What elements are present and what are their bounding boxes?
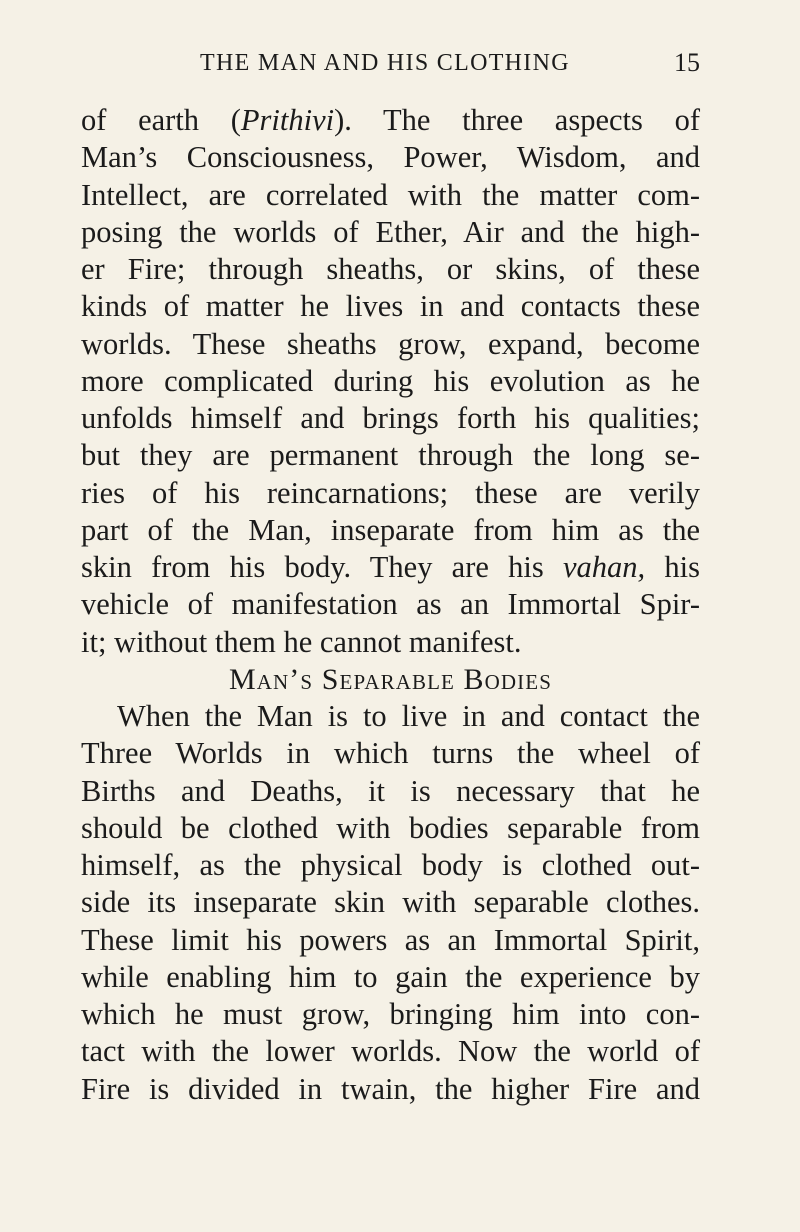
text-line: er Fire; through sheaths, or skins, of these — [81, 252, 700, 286]
text-fragment: skin from his body. They are his — [81, 550, 563, 584]
page-number: 15 — [674, 48, 700, 77]
text-fragment: of earth ( — [81, 103, 241, 137]
body-text — [81, 102, 700, 1108]
section-heading: Man’s Separable Bodies — [229, 662, 552, 696]
text-fragment: ). The three aspects of — [334, 103, 700, 137]
text-line: part of the Man, inseparate from him as the — [81, 512, 700, 547]
text-line: Intellect, are correlated with the matter com- — [81, 177, 700, 212]
text-line: unfolds himself and brings forth his qualities; — [81, 401, 700, 435]
text-line: posing the worlds of Ether, Air and the high- — [81, 214, 700, 249]
text-line: ries of his reincarnations; these are verily — [81, 475, 700, 510]
text-line: Fire is divided in twain, the higher Fire and — [81, 1071, 700, 1106]
text-line: more complicated during his evolution as he — [81, 363, 700, 398]
text-line: kinds of matter he lives in and contacts these — [81, 289, 700, 324]
running-title: THE MAN AND HIS CLOTHING — [200, 50, 570, 76]
text-line: Three Worlds in which turns the wheel of — [81, 736, 700, 771]
text-line — [81, 102, 700, 139]
text-line: but they are permanent through the long se- — [81, 438, 700, 473]
italic-term-prithivi: Prithivi — [240, 103, 335, 137]
text-line: These limit his powers as an Immortal Spirit, — [81, 922, 700, 957]
text-line: tact with the lower worlds. Now the world of — [81, 1034, 700, 1069]
text-line: which he must grow, bringing him into con- — [81, 997, 700, 1031]
text-fragment: his — [645, 550, 701, 584]
running-head — [200, 43, 700, 83]
text-line: vehicle of manifestation as an Immortal Spir- — [81, 587, 700, 622]
text-line: while enabling him to gain the experience by — [81, 959, 700, 994]
text-line: it; without them he cannot manifest. — [81, 624, 522, 659]
text-line: Births and Deaths, it is necessary that he — [81, 773, 700, 808]
italic-term-vahan: vahan, — [563, 550, 646, 584]
text-line: should be clothed with bodies separable from — [81, 810, 700, 845]
text-line: himself, as the physical body is clothed out- — [81, 848, 700, 882]
text-line: Man’s Consciousness, Power, Wisdom, and — [81, 140, 700, 175]
text-line — [81, 549, 700, 586]
text-line: side its inseparate skin with separable clothes. — [81, 885, 700, 920]
text-line: When the Man is to live in and contact the — [117, 699, 700, 733]
text-line: worlds. These sheaths grow, expand, become — [81, 326, 700, 361]
